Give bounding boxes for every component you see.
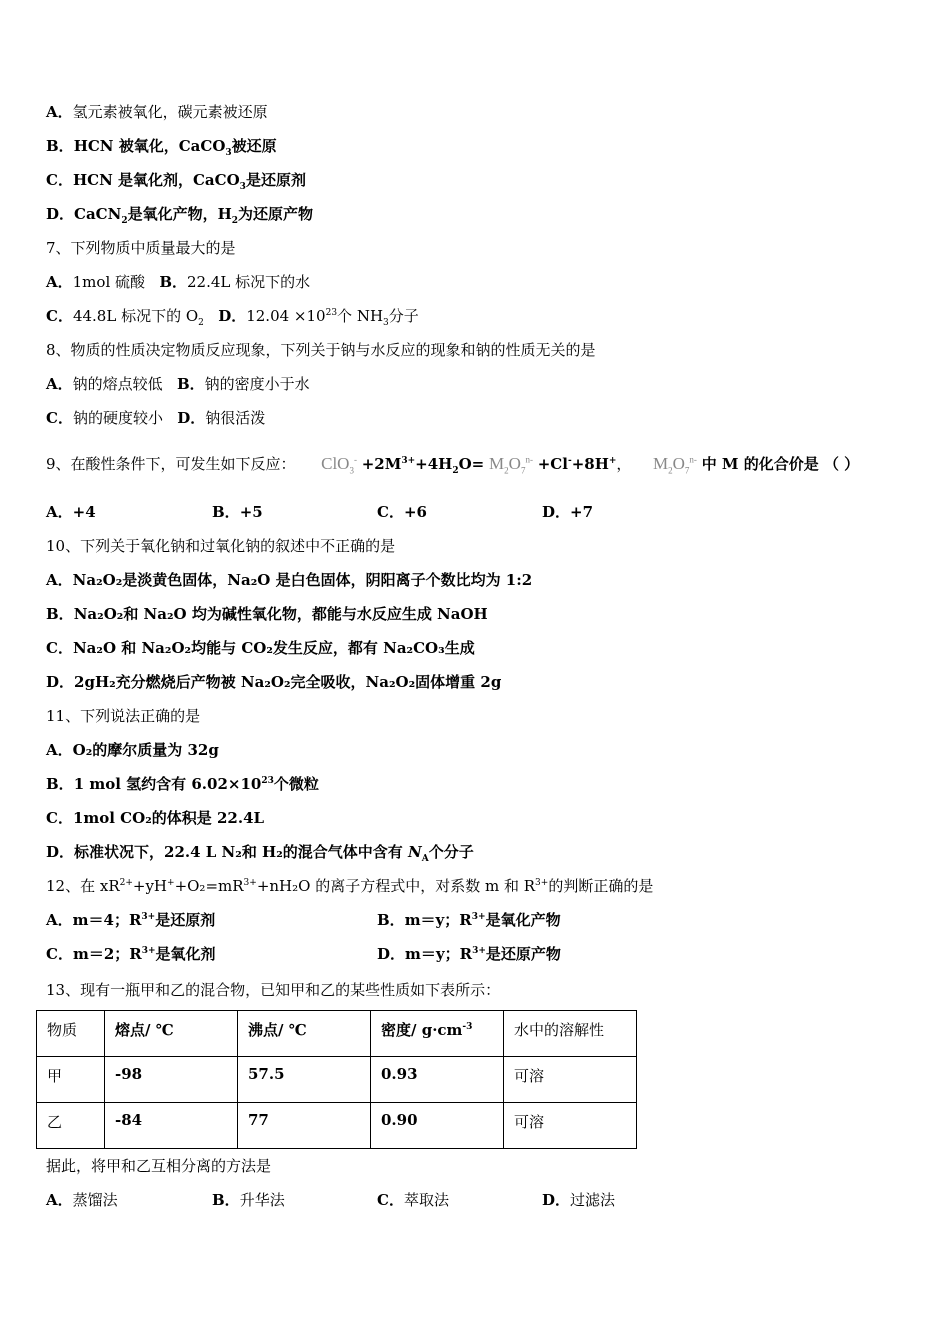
header-cell: 物质	[37, 1011, 105, 1057]
dichromate-formula-2: $M_2O_7^{n-}$	[653, 454, 697, 476]
q6-option-b: B．HCN 被氧化，CaCO$_3$被还原	[46, 137, 277, 158]
q12-option-c: C．m＝2；$R^{3+}$是氧化剂	[46, 945, 216, 963]
q12-option-b: B．m＝y；$R^{3+}$是氧化产物	[377, 911, 561, 929]
q13-option-c: C．萃取法	[377, 1191, 449, 1209]
q13-option-b: B．升华法	[212, 1191, 285, 1209]
table-cell: 可溶	[504, 1057, 637, 1103]
q13-stem: 13、现有一瓶甲和乙的混合物，已知甲和乙的某些性质如下表所示：	[46, 981, 501, 999]
q12-option-a: A．m＝4；$R^{3+}$是还原剂	[46, 911, 216, 929]
table-cell: 0.93	[371, 1057, 504, 1103]
q11-stem: 11、下列说法正确的是	[46, 707, 201, 725]
q13-option-a: A．蒸馏法	[46, 1191, 118, 1209]
q9-option-b: B．+5	[212, 503, 263, 521]
q6-option-a: A．氢元素被氧化，碳元素被还原	[46, 103, 268, 121]
table-cell: 77	[238, 1103, 371, 1149]
q8-stem: 8、物质的性质决定物质反应现象，下列关于钠与水反应的现象和钠的性质无关的是	[46, 341, 596, 359]
q9-option-a: A．+4	[46, 503, 96, 521]
table-cell: 0.90	[371, 1103, 504, 1149]
q7-stem: 7、下列物质中质量最大的是	[46, 239, 236, 257]
q7-options-cd: C．44.8L 标况下的 $O_2$ D．$12.04 \times 10^{23}$个 $NH_3$分子	[46, 307, 419, 328]
q10-option-c: C．Na₂O 和 Na₂O₂均能与 CO₂发生反应，都有 Na₂CO₃生成	[46, 639, 475, 657]
header-cell: 沸点/ ℃	[238, 1011, 371, 1057]
q10-option-b: B．Na₂O₂和 Na₂O 均为碱性氧化物，都能与水反应生成 NaOH	[46, 605, 488, 623]
header-cell: 密度/ $g\cdot cm^{-3}$	[371, 1011, 504, 1057]
q9-stem: 9、在酸性条件下，可发生如下反应： $ClO_3^- +2M^{3+}+4H_2O= M_2O_7^{n-} +Cl^-+8H^+$， $M_2O_7^{n-}$ 中 M 的化合价是 （ ）	[46, 454, 860, 476]
q13-option-d: D．过滤法	[542, 1191, 616, 1209]
q11-option-c: C．1mol CO₂的体积是 22.4L	[46, 809, 265, 827]
table-cell: 可溶	[504, 1103, 637, 1149]
q6-option-c: C．HCN 是氧化剂，CaCO$_3$是还原剂	[46, 171, 306, 192]
q11-option-d: D．标准状况下，22.4 L N₂和 H₂的混合气体中含有 $N_A$个分子	[46, 843, 474, 864]
table-header-row	[37, 1011, 637, 1057]
q8-options-ab: A．钠的熔点较低 B．钠的密度小于水	[46, 375, 310, 393]
q10-option-a: A．Na₂O₂是淡黄色固体，Na₂O 是白色固体，阴阳离子个数比均为 1:2	[46, 571, 533, 589]
table-cell: 甲	[37, 1057, 105, 1103]
table-cell: -84	[105, 1103, 238, 1149]
table-cell: -98	[105, 1057, 238, 1103]
header-cell: 熔点/ ℃	[105, 1011, 238, 1057]
q12-stem: 12、在 $xR^{2+}+yH^++O_2=mR^{3+}+nH_2O$ 的离子方程式中，对系数 m 和 $R^{3+}$的判断正确的是	[46, 877, 654, 895]
q12-option-d: D．m＝y；$R^{3+}$是还原产物	[377, 945, 561, 963]
header-cell: 水中的溶解性	[504, 1011, 637, 1057]
q8-options-cd: C．钠的硬度较小 D．钠很活泼	[46, 409, 266, 427]
table-cell: 57.5	[238, 1057, 371, 1103]
table-row	[37, 1103, 637, 1149]
dichromate-formula-1: $M_2O_7^{n-}$	[489, 454, 533, 476]
q6-option-d: D．CaCN$_2$是氧化产物，$H_2$为还原产物	[46, 205, 314, 226]
q10-option-d: D．2gH₂充分燃烧后产物被 Na₂O₂完全吸收，Na₂O₂固体增重 2g	[46, 673, 502, 691]
q9-option-c: C．+6	[377, 503, 427, 521]
q13-question: 据此，将甲和乙互相分离的方法是	[46, 1157, 272, 1175]
q11-option-b: B．1 mol 氢约含有 $6.02\times 10^{23}$个微粒	[46, 775, 319, 793]
table-cell: 乙	[37, 1103, 105, 1149]
chlorate-formula: ClO$_3$-	[321, 454, 357, 476]
table-row	[37, 1057, 637, 1103]
properties-table	[36, 1010, 637, 1149]
q7-options-ab: A．1mol 硫酸 B．22.4L 标况下的水	[46, 273, 311, 291]
q11-option-a: A．O₂的摩尔质量为 32g	[46, 741, 219, 759]
q10-stem: 10、下列关于氧化钠和过氧化钠的叙述中不正确的是	[46, 537, 396, 555]
q9-option-d: D．+7	[542, 503, 594, 521]
